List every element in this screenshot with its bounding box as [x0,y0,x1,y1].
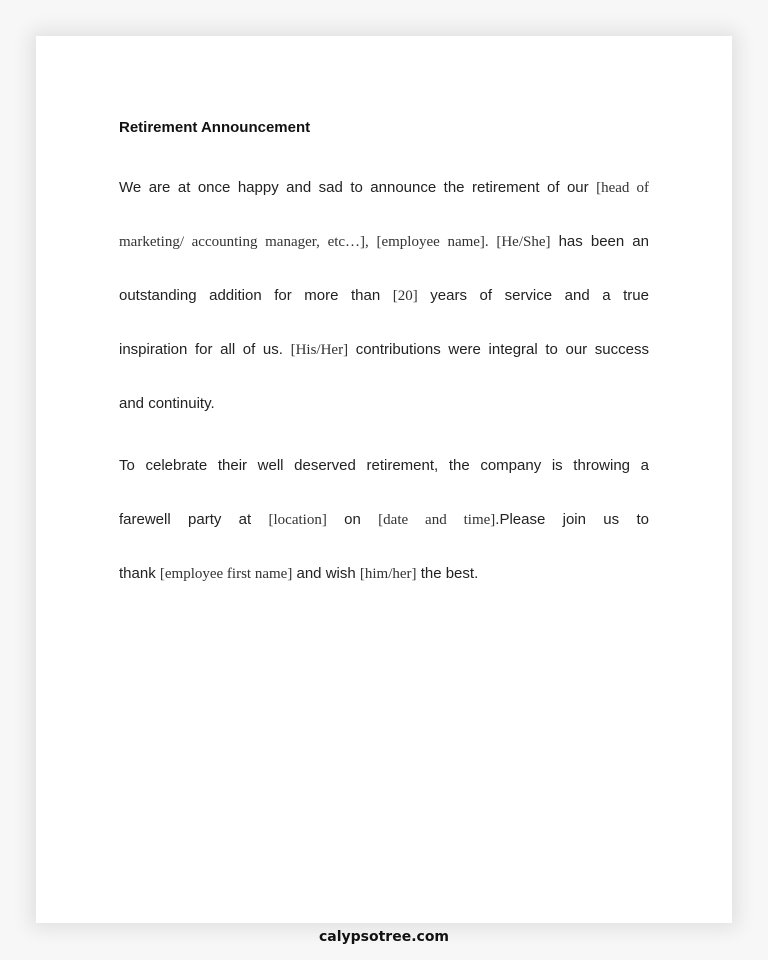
document-page [36,36,732,923]
body-text: on [326,511,379,528]
body-text: contributions were integral to our success [348,341,649,358]
paragraph2-line3 [119,565,649,583]
body-text: has been an [550,233,649,250]
paragraph1-line2 [119,233,649,251]
body-text: and wish [292,565,360,582]
paragraph1-line5 [119,395,649,412]
paragraph2-line2 [119,511,649,529]
paragraph1-line4 [119,341,649,359]
placeholder-first-name: [employee first name] [159,566,293,582]
body-text: We are at once happy and sad to announce the retirement of our [119,179,597,196]
body-text: To celebrate their well deserved retirement, the company is throwing a [119,457,649,474]
body-text: and continuity. [119,395,215,412]
body-text: inspiration for all of us. [119,341,291,358]
body-text: farewell party at [119,511,269,528]
placeholder-date-time: [date and time] [378,512,496,528]
body-text: outstanding addition for more than [119,287,393,304]
placeholder-pronoun: [His/Her] [290,342,349,358]
placeholder-position: [head of [596,180,649,196]
body-text: .Please join us to [495,511,649,528]
paragraph2-line1 [119,457,649,474]
site-watermark: calypsotree.com [318,929,450,945]
placeholder-location: [location] [268,512,327,528]
paragraph1-line3 [119,287,649,305]
body-text: the best. [416,565,479,582]
document-title: Retirement Announcement [119,119,311,136]
placeholder-position-employee: marketing/ accounting manager, etc…], [employee name]. [He/She] [119,234,551,250]
body-text: years of service and a true [417,287,649,304]
placeholder-pronoun-object: [him/her] [359,566,417,582]
paragraph1-line1 [119,179,649,197]
placeholder-years: [20] [392,288,418,304]
body-text: thank [119,565,160,582]
